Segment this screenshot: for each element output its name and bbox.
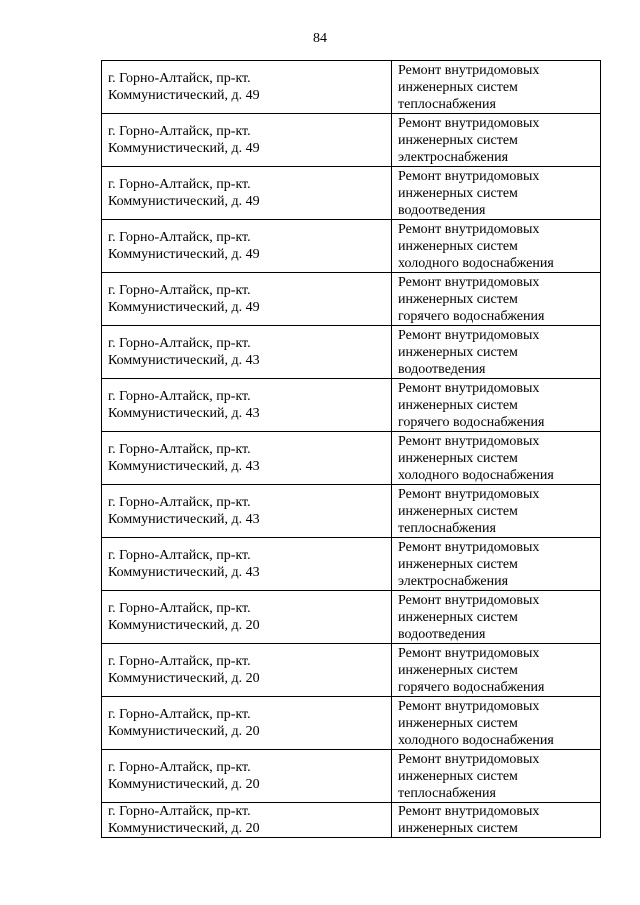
address-text: г. Горно-Алтайск, пр-кт. Коммунистический, д. 43 [108,548,260,580]
table-row [102,114,601,167]
table-row [102,167,601,220]
address-cell [102,485,392,538]
table-row [102,644,601,697]
table-row [102,273,601,326]
work-text: Ремонт внутридомовых инженерных систем водоотведения [398,327,540,377]
work-text: Ремонт внутридомовых инженерных систем электроснабжения [398,115,540,165]
table-row [102,432,601,485]
address-text: г. Горно-Алтайск, пр-кт. Коммунистический, д. 20 [108,601,260,633]
address-cell [102,220,392,273]
address-cell [102,273,392,326]
address-cell [102,591,392,644]
address-cell [102,61,392,114]
work-text: Ремонт внутридомовых инженерных систем горячего водоснабжения [398,380,545,430]
work-text: Ремонт внутридомовых инженерных систем электроснабжения [398,539,540,589]
address-cell [102,379,392,432]
work-cell [392,114,601,167]
address-text: г. Горно-Алтайск, пр-кт. Коммунистический, д. 20 [108,707,260,739]
work-text: Ремонт внутридомовых инженерных систем холодного водоснабжения [398,433,554,483]
address-cell [102,803,392,838]
work-text: Ремонт внутридомовых инженерных систем водоотведения [398,592,540,642]
address-cell [102,432,392,485]
page-number: 84 [313,31,327,46]
work-cell [392,167,601,220]
address-text: г. Горно-Алтайск, пр-кт. Коммунистический, д. 43 [108,389,260,421]
work-cell [392,591,601,644]
table-row [102,538,601,591]
work-text: Ремонт внутридомовых инженерных систем водоотведения [398,168,540,218]
address-cell [102,697,392,750]
table-row [102,750,601,803]
work-cell [392,379,601,432]
work-text: Ремонт внутридомовых инженерных систем холодного водоснабжения [398,221,554,271]
work-cell [392,485,601,538]
work-text: Ремонт внутридомовых инженерных систем теплоснабжения [398,486,540,536]
work-cell [392,61,601,114]
address-cell [102,644,392,697]
work-cell [392,326,601,379]
work-cell [392,538,601,591]
table-row [102,697,601,750]
table-row [102,803,601,838]
address-cell [102,750,392,803]
address-text: г. Горно-Алтайск, пр-кт. Коммунистический, д. 49 [108,177,260,209]
address-cell [102,167,392,220]
work-text: Ремонт внутридомовых инженерных систем теплоснабжения [398,62,540,112]
works-table [101,60,601,838]
table-row [102,61,601,114]
address-text: г. Горно-Алтайск, пр-кт. Коммунистический, д. 43 [108,442,260,474]
address-text: г. Горно-Алтайск, пр-кт. Коммунистический, д. 49 [108,124,260,156]
address-cell [102,114,392,167]
address-text: г. Горно-Алтайск, пр-кт. Коммунистический, д. 20 [108,654,260,686]
work-cell [392,432,601,485]
work-text: Ремонт внутридомовых инженерных систем горячего водоснабжения [398,274,545,324]
address-text: г. Горно-Алтайск, пр-кт. Коммунистический, д. 49 [108,283,260,315]
table-row [102,326,601,379]
work-text: Ремонт внутридомовых инженерных систем теплоснабжения [398,751,540,801]
address-text: г. Горно-Алтайск, пр-кт. Коммунистический, д. 43 [108,495,260,527]
work-cell [392,644,601,697]
address-text: г. Горно-Алтайск, пр-кт. Коммунистический, д. 20 [108,760,260,792]
work-text: Ремонт внутридомовых инженерных систем [398,804,540,836]
table-row [102,485,601,538]
work-text: Ремонт внутридомовых инженерных систем холодного водоснабжения [398,698,554,748]
work-cell [392,697,601,750]
work-cell [392,273,601,326]
work-cell [392,220,601,273]
work-cell [392,750,601,803]
work-cell [392,803,601,838]
address-text: г. Горно-Алтайск, пр-кт. Коммунистический, д. 20 [108,804,260,836]
address-text: г. Горно-Алтайск, пр-кт. Коммунистический, д. 49 [108,230,260,262]
work-text: Ремонт внутридомовых инженерных систем горячего водоснабжения [398,645,545,695]
address-cell [102,326,392,379]
address-cell [102,538,392,591]
address-text: г. Горно-Алтайск, пр-кт. Коммунистический, д. 49 [108,71,260,103]
table-row [102,220,601,273]
table-row [102,379,601,432]
table-row [102,591,601,644]
address-text: г. Горно-Алтайск, пр-кт. Коммунистический, д. 43 [108,336,260,368]
